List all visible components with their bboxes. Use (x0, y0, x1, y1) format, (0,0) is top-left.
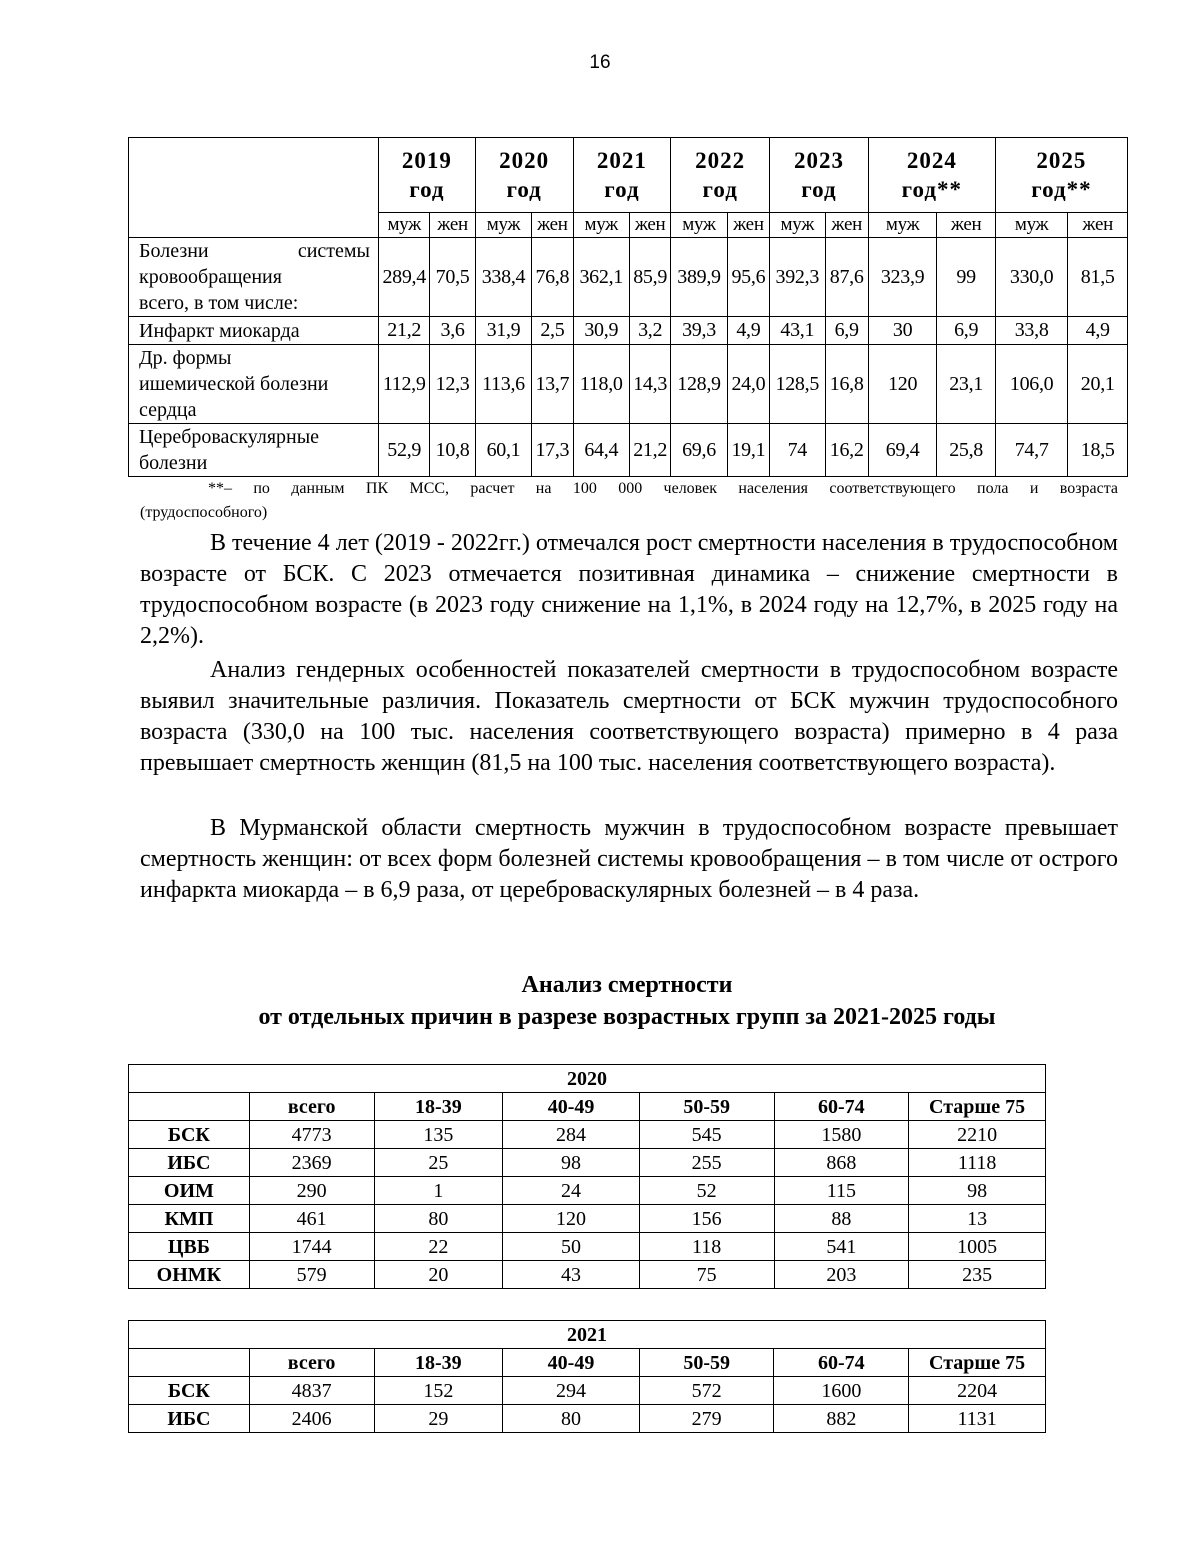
year-row (129, 1065, 1046, 1093)
value-cell: 203 (774, 1261, 909, 1289)
value-cell: 43,1 (770, 317, 825, 345)
value-cell: 120 (503, 1205, 640, 1233)
page-number: 16 (589, 52, 611, 73)
section-subheading: от отдельных причин в разрезе возрастных групп за 2021-2025 годы (258, 1004, 996, 1030)
column-header: 18-39 (374, 1093, 503, 1121)
table-row (129, 345, 1128, 424)
value-cell: 330,0 (995, 238, 1068, 317)
value-cell: 882 (774, 1405, 909, 1433)
value-cell: 74,7 (995, 424, 1068, 477)
row-label (129, 238, 379, 317)
value-cell: 3,2 (629, 317, 670, 345)
row-label-word: системы (297, 240, 370, 262)
column-header: Старше 75 (909, 1349, 1046, 1377)
value-cell: 290 (249, 1177, 374, 1205)
value-cell: 87,6 (825, 238, 868, 317)
male-header: муж (770, 213, 825, 238)
value-cell: 392,3 (770, 238, 825, 317)
footnote-line: **– по данным ПК МСС, расчет на 100 000 человек населения соответствующего пола и возраста (208, 480, 1118, 497)
male-header: муж (671, 213, 727, 238)
mortality-by-sex-table (128, 137, 1128, 477)
age-group-table-2021 (128, 1320, 1046, 1433)
paragraph: Анализ гендерных особенностей показателей смертности в трудоспособном возрасте выявил значительные различия. Показатель смертности от БСК мужчин трудоспособного возраста (330,0 на 100 тыс. населения соответствующего возраста) примерно в 4 раза превышает смертность женщин (81,5 на 100 тыс. населения соответствующего возраста). (140, 657, 1118, 776)
value-cell: 24,0 (727, 345, 769, 424)
value-cell: 23,1 (937, 345, 995, 424)
row-label-line: всего, в том числе: (139, 292, 299, 314)
value-cell: 30 (868, 317, 937, 345)
column-header-row (129, 1093, 1046, 1121)
value-cell: 99 (937, 238, 995, 317)
year-header: 2022 год (671, 138, 770, 213)
value-cell: 1118 (909, 1149, 1046, 1177)
column-header: 18-39 (374, 1349, 503, 1377)
value-cell: 85,9 (629, 238, 670, 317)
value-cell: 60,1 (475, 424, 531, 477)
value-cell: 868 (774, 1149, 909, 1177)
value-cell: 389,9 (671, 238, 727, 317)
value-cell: 2210 (909, 1121, 1046, 1149)
value-cell: 1005 (909, 1233, 1046, 1261)
value-cell: 39,3 (671, 317, 727, 345)
value-cell: 118 (639, 1233, 774, 1261)
value-cell: 4773 (249, 1121, 374, 1149)
row-label: ИБС (129, 1149, 250, 1177)
table-row (129, 1149, 1046, 1177)
value-cell: 4,9 (727, 317, 769, 345)
value-cell: 16,8 (825, 345, 868, 424)
value-cell: 69,4 (868, 424, 937, 477)
value-cell: 22 (374, 1233, 503, 1261)
value-cell: 152 (374, 1377, 503, 1405)
value-cell: 12,3 (430, 345, 475, 424)
value-cell: 1131 (909, 1405, 1046, 1433)
row-label (129, 317, 379, 345)
value-cell: 98 (503, 1149, 640, 1177)
row-label: БСК (129, 1377, 250, 1405)
value-cell: 115 (774, 1177, 909, 1205)
value-cell: 461 (249, 1205, 374, 1233)
value-cell: 120 (868, 345, 937, 424)
value-cell: 95,6 (727, 238, 769, 317)
year-header-row (129, 138, 1128, 213)
column-header: всего (249, 1349, 374, 1377)
value-cell: 50 (503, 1233, 640, 1261)
value-cell: 24 (503, 1177, 640, 1205)
male-header: муж (379, 213, 430, 238)
value-cell: 1 (374, 1177, 503, 1205)
empty-corner-cell (129, 1349, 250, 1377)
footnote-line: (трудоспособного) (140, 504, 268, 521)
row-label-line: ишемической болезни (139, 373, 329, 395)
value-cell: 29 (374, 1405, 503, 1433)
value-cell: 128,5 (770, 345, 825, 424)
row-label (129, 345, 379, 424)
value-cell: 289,4 (379, 238, 430, 317)
row-label-line: Цереброваскулярные (139, 426, 320, 448)
value-cell: 294 (503, 1377, 640, 1405)
table-row (129, 238, 1128, 317)
value-cell: 80 (374, 1205, 503, 1233)
empty-corner-cell (129, 138, 379, 238)
value-cell: 2406 (249, 1405, 374, 1433)
female-header: жен (532, 213, 573, 238)
year-header: 2021 (129, 1321, 1046, 1349)
value-cell: 74 (770, 424, 825, 477)
value-cell: 70,5 (430, 238, 475, 317)
year-header: 2025 год** (995, 138, 1127, 213)
value-cell: 75 (639, 1261, 774, 1289)
value-cell: 13,7 (532, 345, 573, 424)
value-cell: 25,8 (937, 424, 995, 477)
paragraph: В Мурманской области смертность мужчин в трудоспособном возрасте превышает смертность женщин: от всех форм болезней системы кровообращения – в том числе от острого инфаркта миокарда – в 6,9 раза, от цереброваскулярных болезней – в 4 раза. (140, 815, 1118, 903)
female-header: жен (629, 213, 670, 238)
value-cell: 6,9 (937, 317, 995, 345)
value-cell: 284 (503, 1121, 640, 1149)
female-header: жен (727, 213, 769, 238)
value-cell: 579 (249, 1261, 374, 1289)
value-cell: 33,8 (995, 317, 1068, 345)
male-header: муж (573, 213, 629, 238)
value-cell: 2369 (249, 1149, 374, 1177)
value-cell: 88 (774, 1205, 909, 1233)
paragraph: В течение 4 лет (2019 - 2022гг.) отмечался рост смертности населения в трудоспособном возрасте от БСК. С 2023 отмечается позитивная динамика – снижение смертности в трудоспособном возрасте (в 2023 году снижение на 1,1%, в 2024 году на 12,7%, в 2025 году на 2,2%). (140, 530, 1118, 649)
value-cell: 279 (639, 1405, 774, 1433)
female-header: жен (825, 213, 868, 238)
value-cell: 4837 (249, 1377, 374, 1405)
table-row (129, 1177, 1046, 1205)
table-row (129, 317, 1128, 345)
year-header: 2024 год** (868, 138, 995, 213)
value-cell: 541 (774, 1233, 909, 1261)
value-cell: 80 (503, 1405, 640, 1433)
empty-corner-cell (129, 1093, 250, 1121)
year-header: 2023 год (770, 138, 869, 213)
row-label-line: Др. формы (139, 347, 232, 369)
value-cell: 572 (639, 1377, 774, 1405)
column-header-row (129, 1349, 1046, 1377)
value-cell: 235 (909, 1261, 1046, 1289)
column-header: 50-59 (639, 1093, 774, 1121)
year-header: 2020 год (475, 138, 573, 213)
value-cell: 76,8 (532, 238, 573, 317)
value-cell: 19,1 (727, 424, 769, 477)
value-cell: 17,3 (532, 424, 573, 477)
value-cell: 1600 (774, 1377, 909, 1405)
value-cell: 2204 (909, 1377, 1046, 1405)
table-footnote (140, 477, 1118, 525)
value-cell: 30,9 (573, 317, 629, 345)
row-label: ЦВБ (129, 1233, 250, 1261)
value-cell: 1744 (249, 1233, 374, 1261)
row-label-line: сердца (139, 399, 197, 421)
table-row (129, 1205, 1046, 1233)
value-cell: 545 (639, 1121, 774, 1149)
value-cell: 323,9 (868, 238, 937, 317)
row-label: ОИМ (129, 1177, 250, 1205)
row-label-word: Болезни (139, 240, 209, 262)
value-cell: 16,2 (825, 424, 868, 477)
value-cell: 4,9 (1068, 317, 1128, 345)
value-cell: 25 (374, 1149, 503, 1177)
female-header: жен (937, 213, 995, 238)
value-cell: 21,2 (379, 317, 430, 345)
value-cell: 21,2 (629, 424, 670, 477)
row-label: ИБС (129, 1405, 250, 1433)
column-header: всего (249, 1093, 374, 1121)
row-label-line (139, 238, 378, 264)
female-header: жен (430, 213, 475, 238)
row-label: КМП (129, 1205, 250, 1233)
female-header: жен (1068, 213, 1128, 238)
table-row (129, 1261, 1046, 1289)
value-cell: 52 (639, 1177, 774, 1205)
row-label (129, 424, 379, 477)
value-cell: 31,9 (475, 317, 531, 345)
male-header: муж (868, 213, 937, 238)
year-row (129, 1321, 1046, 1349)
age-group-table-2020 (128, 1064, 1046, 1289)
male-header: муж (475, 213, 531, 238)
table-row (129, 1405, 1046, 1433)
column-header: 50-59 (639, 1349, 774, 1377)
value-cell: 135 (374, 1121, 503, 1149)
column-header: 60-74 (774, 1349, 909, 1377)
value-cell: 69,6 (671, 424, 727, 477)
value-cell: 255 (639, 1149, 774, 1177)
value-cell: 1580 (774, 1121, 909, 1149)
value-cell: 18,5 (1068, 424, 1128, 477)
value-cell: 43 (503, 1261, 640, 1289)
value-cell: 156 (639, 1205, 774, 1233)
value-cell: 14,3 (629, 345, 670, 424)
table-row (129, 1121, 1046, 1149)
table-row (129, 424, 1128, 477)
year-header: 2021 год (573, 138, 671, 213)
value-cell: 13 (909, 1205, 1046, 1233)
value-cell: 81,5 (1068, 238, 1128, 317)
section-heading: Анализ смертности (521, 972, 733, 998)
year-header: 2019 год (379, 138, 476, 213)
value-cell: 362,1 (573, 238, 629, 317)
value-cell: 106,0 (995, 345, 1068, 424)
value-cell: 6,9 (825, 317, 868, 345)
value-cell: 113,6 (475, 345, 531, 424)
column-header: 40-49 (503, 1093, 640, 1121)
value-cell: 20 (374, 1261, 503, 1289)
row-label: ОНМК (129, 1261, 250, 1289)
value-cell: 52,9 (379, 424, 430, 477)
value-cell: 10,8 (430, 424, 475, 477)
table-row (129, 1377, 1046, 1405)
value-cell: 118,0 (573, 345, 629, 424)
row-label-line: Инфаркт миокарда (139, 319, 300, 342)
table-row (129, 1233, 1046, 1261)
male-header: муж (995, 213, 1068, 238)
row-label-line: болезни (139, 452, 208, 474)
value-cell: 2,5 (532, 317, 573, 345)
value-cell: 338,4 (475, 238, 531, 317)
column-header: 60-74 (774, 1093, 909, 1121)
year-header: 2020 (129, 1065, 1046, 1093)
row-label-line: кровообращения (139, 266, 282, 288)
value-cell: 64,4 (573, 424, 629, 477)
column-header: 40-49 (503, 1349, 640, 1377)
value-cell: 98 (909, 1177, 1046, 1205)
value-cell: 3,6 (430, 317, 475, 345)
value-cell: 128,9 (671, 345, 727, 424)
value-cell: 20,1 (1068, 345, 1128, 424)
column-header: Старше 75 (909, 1093, 1046, 1121)
value-cell: 112,9 (379, 345, 430, 424)
row-label: БСК (129, 1121, 250, 1149)
